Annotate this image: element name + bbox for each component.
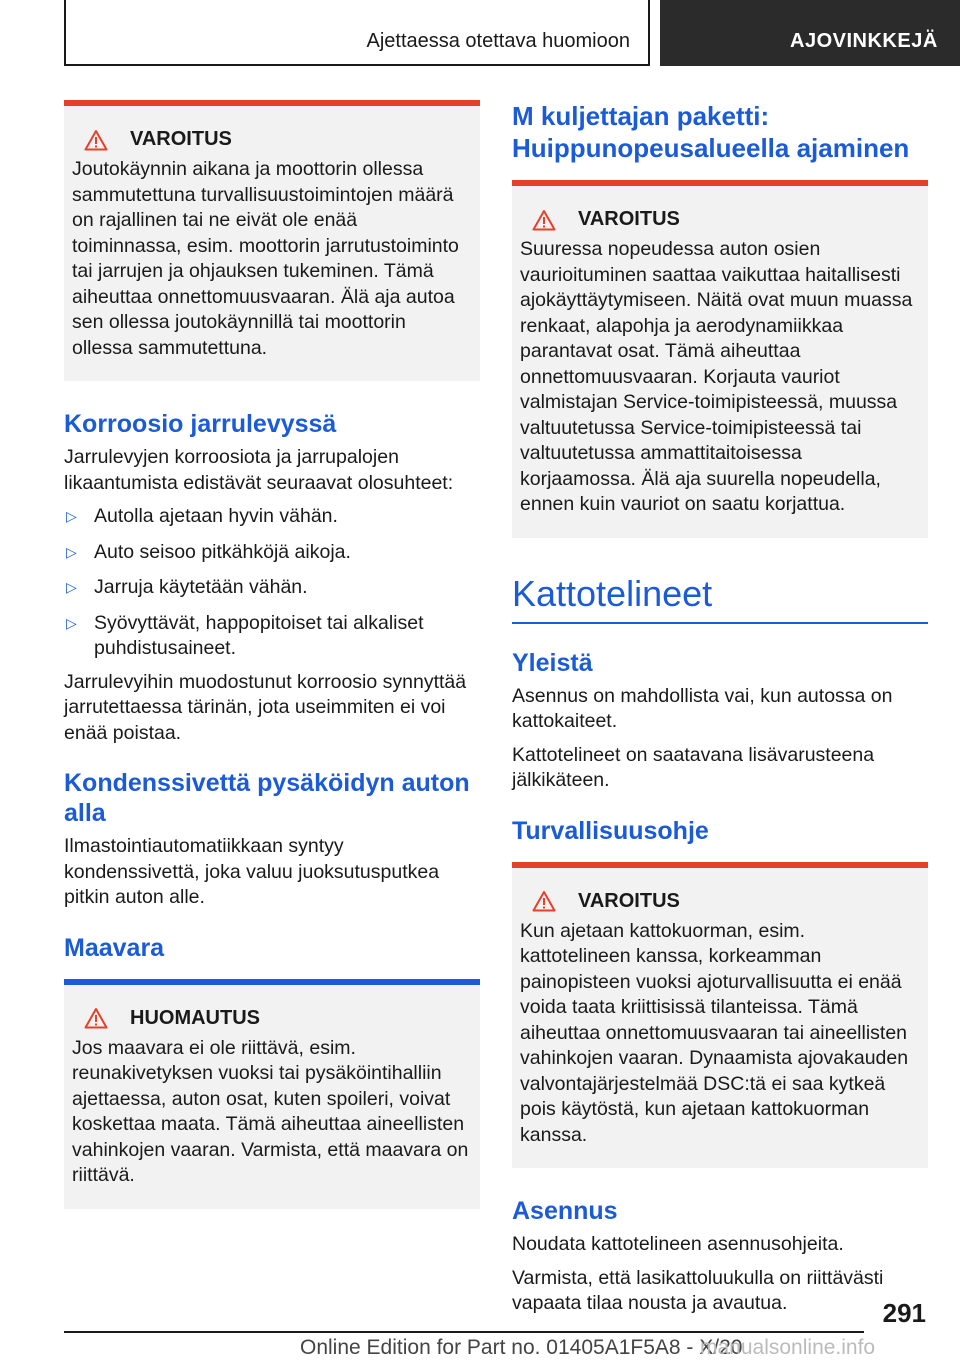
notice-body: Jos maavara ei ole riittävä, esim. reunakivetyksen vuoksi tai pysäköintihalliin ajettaessa, auton osat, kuten spoileri, voivat koskettaa maata. Tämä aiheuttaa aineellisten vahinkojen vaaran. Varmista, että maavara on riittävä. [72,1036,469,1186]
list-item: ▷ Auto seisoo pitkähköjä aikoja. [64,540,480,566]
heading-condensation: Kondenssivettä pysäköidyn auton alla [64,769,470,827]
page-number: 291 [882,1298,926,1328]
notice-box-clearance [64,979,480,1209]
triangle-bullet-icon: ▷ [66,614,77,631]
warning-box-roof-load [512,862,928,1169]
list-item: ▷ Syövyttävät, happopitoiset tai alkaliset puhdistusaineet. [66,611,424,659]
warning-title: VAROITUS [578,208,680,230]
install-paragraph-2: Varmista, että lasikattoluukulla on riittävästi vapaata tilaa nousta ja avautua. [512,1266,884,1314]
left-column [64,100,480,1237]
footer-divider [64,1331,864,1333]
warning-triangle-icon [532,890,556,912]
header-chapter-tab [660,0,960,66]
chapter-title-roof-racks: Kattotelineet [512,574,928,624]
header-chapter-label: AJOVINKKEJÄ [790,30,938,52]
warning-triangle-icon [84,129,108,151]
heading-safety: Turvallisuusohje [512,816,709,845]
general-paragraph-1: Asennus on mahdollista vai, kun autossa on kattokaiteet. [512,684,893,732]
right-column [512,100,928,1325]
warning-body: Joutokäynnin aikana ja moottorin ollessa sammutettuna turvallisuustoimintojen määrä on rajallinen tai ne eivät ole enää toiminnassa, esim. moottorin jarrutustoiminto tai jarrujen ja ohjauksen tukeminen. Tämä aiheuttaa onnettomuusvaaran. Älä aja autoa sen ollessa joutokäynnillä tai moottorin ollessa sammutettuna. [72,158,459,359]
header-section-title: Ajettaessa otettava huomioon [366,30,630,52]
footer-edition: Online Edition for Part no. 01405A1F5A8 - X/20 [300,1336,743,1359]
footer-watermark: manualsonline.info [700,1336,876,1359]
warning-box-high-speed [512,180,928,538]
notice-title: HUOMAUTUS [130,1006,260,1029]
corrosion-list [64,504,480,662]
heading-brake-corrosion: Korroosio jarrulevyssä [64,410,337,438]
warning-triangle-icon [532,209,556,231]
triangle-bullet-icon: ▷ [66,543,77,560]
warning-body: Kun ajetaan kattokuorman, esim. kattotelineen kanssa, korkeamman painopisteen vuoksi ajoturvallisuutta ei enää voida taata kriittisissä tilanteissa. Tämä aiheuttaa onnettomuusvaaran tai aineellisten vahinkojen vaaran. Dynaamista ajovakauden valvontajärjestelmää DSC:tä ei saa kytkeä pois käytöstä, kun ajetaan kattokuorman kanssa. [520,919,909,1146]
triangle-bullet-icon: ▷ [66,508,77,524]
warning-box-idle [64,100,480,381]
heading-general: Yleistä [512,648,593,677]
corrosion-intro: Jarrulevyjen korroosiota ja jarrupalojen likaantumista edistävät seuraavat olosuhteet: [64,446,454,494]
condensation-body: Ilmastointiautomatiikkaan syntyy kondenssivettä, joka valuu juoksutusputkea pitkin auton alle. [64,835,440,908]
heading-installation: Asennus [512,1197,618,1225]
heading-m-driver-package: M kuljettajan paketti: Huippunopeusalueella ajaminen [512,101,910,163]
warning-title: VAROITUS [130,128,232,150]
corrosion-outro: Jarrulevyihin muodostunut korroosio synnyttää jarrutettaessa tärinän, jota useimmiten ei voi enää poistaa. [64,670,467,744]
list-item: ▷ Jarruja käytetään vähän. [64,575,480,601]
install-paragraph-1: Noudata kattotelineen asennusohjeita. [512,1233,844,1255]
warning-body: Suuressa nopeudessa auton osien vaurioituminen saattaa vaikuttaa haitallisesti ajokäyttäytymiseen. Näitä ovat muun muassa renkaat, alapohja ja aerodynamiikkaa parantavat osat. Tämä aiheuttaa onnettomuusvaaran. Korjauta vauriot valmistajan Service-toimipisteessä, muussa valtuutetussa Service-toimipisteessä tai valtuutetussa ammattitaitoisessa korjaamossa. Älä aja suurella nopeudella, ennen kuin vauriot on saatu korjattua. [520,238,913,515]
list-item: ▷ Autolla ajetaan hyvin vähän. [64,504,480,530]
heading-ground-clearance: Maavara [64,933,165,962]
warning-title: VAROITUS [578,889,680,912]
header-section-box [64,0,650,66]
warning-triangle-icon [84,1007,108,1029]
general-paragraph-2: Kattotelineet on saatavana lisävarusteena jälkikäteen. [512,743,875,791]
triangle-bullet-icon: ▷ [66,579,77,595]
